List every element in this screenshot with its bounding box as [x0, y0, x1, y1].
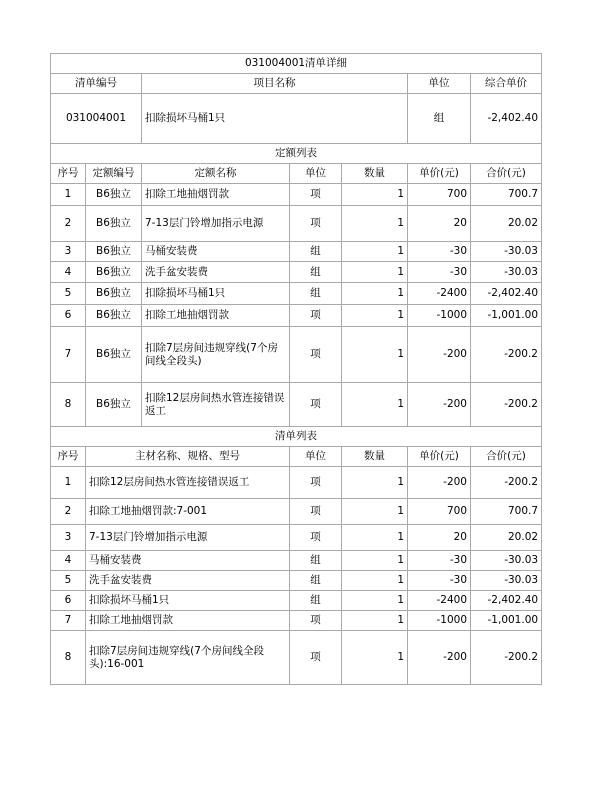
quota-qty: 1 [342, 383, 408, 427]
quota-total: -2,402.40 [471, 283, 542, 305]
material-row [51, 571, 542, 591]
quota-price: -1000 [408, 305, 471, 327]
material-row [51, 467, 542, 499]
quota-name: 扣除7层房间违规穿线(7个房间线全段头) [142, 327, 290, 383]
material-total: -2,402.40 [471, 591, 542, 611]
material-name: 扣除工地抽烟罚款 [86, 611, 290, 631]
material-unit: 项 [290, 525, 342, 551]
bill-header-unit-price: 综合单价 [471, 74, 542, 94]
quota-header-qty: 数量 [342, 164, 408, 184]
quota-unit: 项 [290, 327, 342, 383]
material-header-no: 序号 [51, 447, 86, 467]
quota-qty: 1 [342, 184, 408, 206]
material-section-title: 清单列表 [51, 427, 542, 447]
material-total: -30.03 [471, 551, 542, 571]
quota-qty: 1 [342, 262, 408, 283]
material-total: -200.2 [471, 467, 542, 499]
material-name: 马桶安装费 [86, 551, 290, 571]
quota-table [50, 143, 542, 427]
quota-total: -1,001.00 [471, 305, 542, 327]
quota-no: 8 [51, 383, 86, 427]
quota-row [51, 383, 542, 427]
material-header-qty: 数量 [342, 447, 408, 467]
material-qty: 1 [342, 631, 408, 685]
quota-total: 20.02 [471, 206, 542, 242]
bill-table [50, 53, 542, 144]
material-no: 3 [51, 525, 86, 551]
quota-name: 扣除工地抽烟罚款 [142, 305, 290, 327]
quota-total: 700.7 [471, 184, 542, 206]
bill-header-name: 项目名称 [142, 74, 408, 94]
material-no: 8 [51, 631, 86, 685]
quota-unit: 组 [290, 262, 342, 283]
quota-unit: 项 [290, 184, 342, 206]
quota-total: -30.03 [471, 262, 542, 283]
quota-no: 2 [51, 206, 86, 242]
material-unit: 组 [290, 571, 342, 591]
bill-title: 031004001清单详细 [51, 54, 542, 74]
quota-header-code: 定额编号 [86, 164, 142, 184]
material-header-price: 单价(元) [408, 447, 471, 467]
material-unit: 项 [290, 631, 342, 685]
quota-code: B6独立 [86, 383, 142, 427]
quota-price: -200 [408, 327, 471, 383]
quota-unit: 项 [290, 305, 342, 327]
material-total: 700.7 [471, 499, 542, 525]
material-price: -1000 [408, 611, 471, 631]
bill-name: 扣除损坏马桶1只 [142, 94, 408, 144]
material-header-total: 合价(元) [471, 447, 542, 467]
quota-total: -200.2 [471, 383, 542, 427]
quota-unit: 组 [290, 242, 342, 262]
quota-name: 7-13层门铃增加指示电源 [142, 206, 290, 242]
material-price: -30 [408, 571, 471, 591]
bill-header-unit: 单位 [408, 74, 471, 94]
material-header-name: 主材名称、规格、型号 [86, 447, 290, 467]
bill-unit: 组 [408, 94, 471, 144]
material-qty: 1 [342, 591, 408, 611]
quota-row [51, 184, 542, 206]
material-row [51, 591, 542, 611]
quota-total: -200.2 [471, 327, 542, 383]
quota-name: 扣除工地抽烟罚款 [142, 184, 290, 206]
material-no: 2 [51, 499, 86, 525]
quota-code: B6独立 [86, 184, 142, 206]
material-total: 20.02 [471, 525, 542, 551]
material-total: -1,001.00 [471, 611, 542, 631]
material-qty: 1 [342, 525, 408, 551]
quota-no: 1 [51, 184, 86, 206]
quota-total: -30.03 [471, 242, 542, 262]
quota-code: B6独立 [86, 305, 142, 327]
material-price: 700 [408, 499, 471, 525]
quota-name: 扣除损坏马桶1只 [142, 283, 290, 305]
material-price: -2400 [408, 591, 471, 611]
material-price: -200 [408, 631, 471, 685]
material-table [50, 426, 542, 685]
quota-section-title: 定额列表 [51, 144, 542, 164]
quota-no: 3 [51, 242, 86, 262]
quota-code: B6独立 [86, 206, 142, 242]
material-qty: 1 [342, 571, 408, 591]
quota-price: -30 [408, 242, 471, 262]
bill-header-code: 清单编号 [51, 74, 142, 94]
quota-code: B6独立 [86, 283, 142, 305]
material-no: 1 [51, 467, 86, 499]
quota-row [51, 327, 542, 383]
material-name: 扣除工地抽烟罚款:7-001 [86, 499, 290, 525]
quota-no: 5 [51, 283, 86, 305]
quota-row [51, 305, 542, 327]
quota-price: -2400 [408, 283, 471, 305]
material-no: 6 [51, 591, 86, 611]
material-unit: 项 [290, 499, 342, 525]
material-total: -30.03 [471, 571, 542, 591]
quota-row [51, 242, 542, 262]
quota-name: 洗手盆安装费 [142, 262, 290, 283]
material-name: 扣除损坏马桶1只 [86, 591, 290, 611]
quota-unit: 项 [290, 383, 342, 427]
bill-code: 031004001 [51, 94, 142, 144]
quota-code: B6独立 [86, 262, 142, 283]
material-total: -200.2 [471, 631, 542, 685]
quota-header-no: 序号 [51, 164, 86, 184]
quota-qty: 1 [342, 327, 408, 383]
quota-unit: 项 [290, 206, 342, 242]
quota-qty: 1 [342, 206, 408, 242]
material-header-unit: 单位 [290, 447, 342, 467]
quota-qty: 1 [342, 283, 408, 305]
material-name: 扣除12层房间热水管连接错误返工 [86, 467, 290, 499]
quota-price: 20 [408, 206, 471, 242]
material-name: 扣除7层房间违规穿线(7个房间线全段头):16-001 [86, 631, 290, 685]
quota-name: 扣除12层房间热水管连接错误返工 [142, 383, 290, 427]
material-name: 7-13层门铃增加指示电源 [86, 525, 290, 551]
quota-code: B6独立 [86, 327, 142, 383]
material-price: -200 [408, 467, 471, 499]
quota-qty: 1 [342, 305, 408, 327]
quota-row [51, 206, 542, 242]
material-no: 7 [51, 611, 86, 631]
quota-unit: 组 [290, 283, 342, 305]
quota-no: 6 [51, 305, 86, 327]
bill-detail-sheet [50, 53, 541, 685]
quota-no: 7 [51, 327, 86, 383]
quota-header-price: 单价(元) [408, 164, 471, 184]
quota-qty: 1 [342, 242, 408, 262]
material-row [51, 611, 542, 631]
material-no: 4 [51, 551, 86, 571]
quota-row [51, 283, 542, 305]
material-unit: 组 [290, 591, 342, 611]
material-row [51, 551, 542, 571]
quota-price: -200 [408, 383, 471, 427]
quota-header-name: 定额名称 [142, 164, 290, 184]
material-row [51, 631, 542, 685]
material-row [51, 499, 542, 525]
quota-name: 马桶安装费 [142, 242, 290, 262]
material-no: 5 [51, 571, 86, 591]
material-price: -30 [408, 551, 471, 571]
material-qty: 1 [342, 467, 408, 499]
material-qty: 1 [342, 551, 408, 571]
quota-code: B6独立 [86, 242, 142, 262]
material-unit: 项 [290, 467, 342, 499]
material-qty: 1 [342, 611, 408, 631]
material-name: 洗手盆安装费 [86, 571, 290, 591]
material-row [51, 525, 542, 551]
quota-row [51, 262, 542, 283]
quota-header-unit: 单位 [290, 164, 342, 184]
material-unit: 组 [290, 551, 342, 571]
bill-unit-price: -2,402.40 [471, 94, 542, 144]
material-qty: 1 [342, 499, 408, 525]
material-price: 20 [408, 525, 471, 551]
quota-price: 700 [408, 184, 471, 206]
quota-price: -30 [408, 262, 471, 283]
quota-header-total: 合价(元) [471, 164, 542, 184]
material-unit: 项 [290, 611, 342, 631]
quota-no: 4 [51, 262, 86, 283]
